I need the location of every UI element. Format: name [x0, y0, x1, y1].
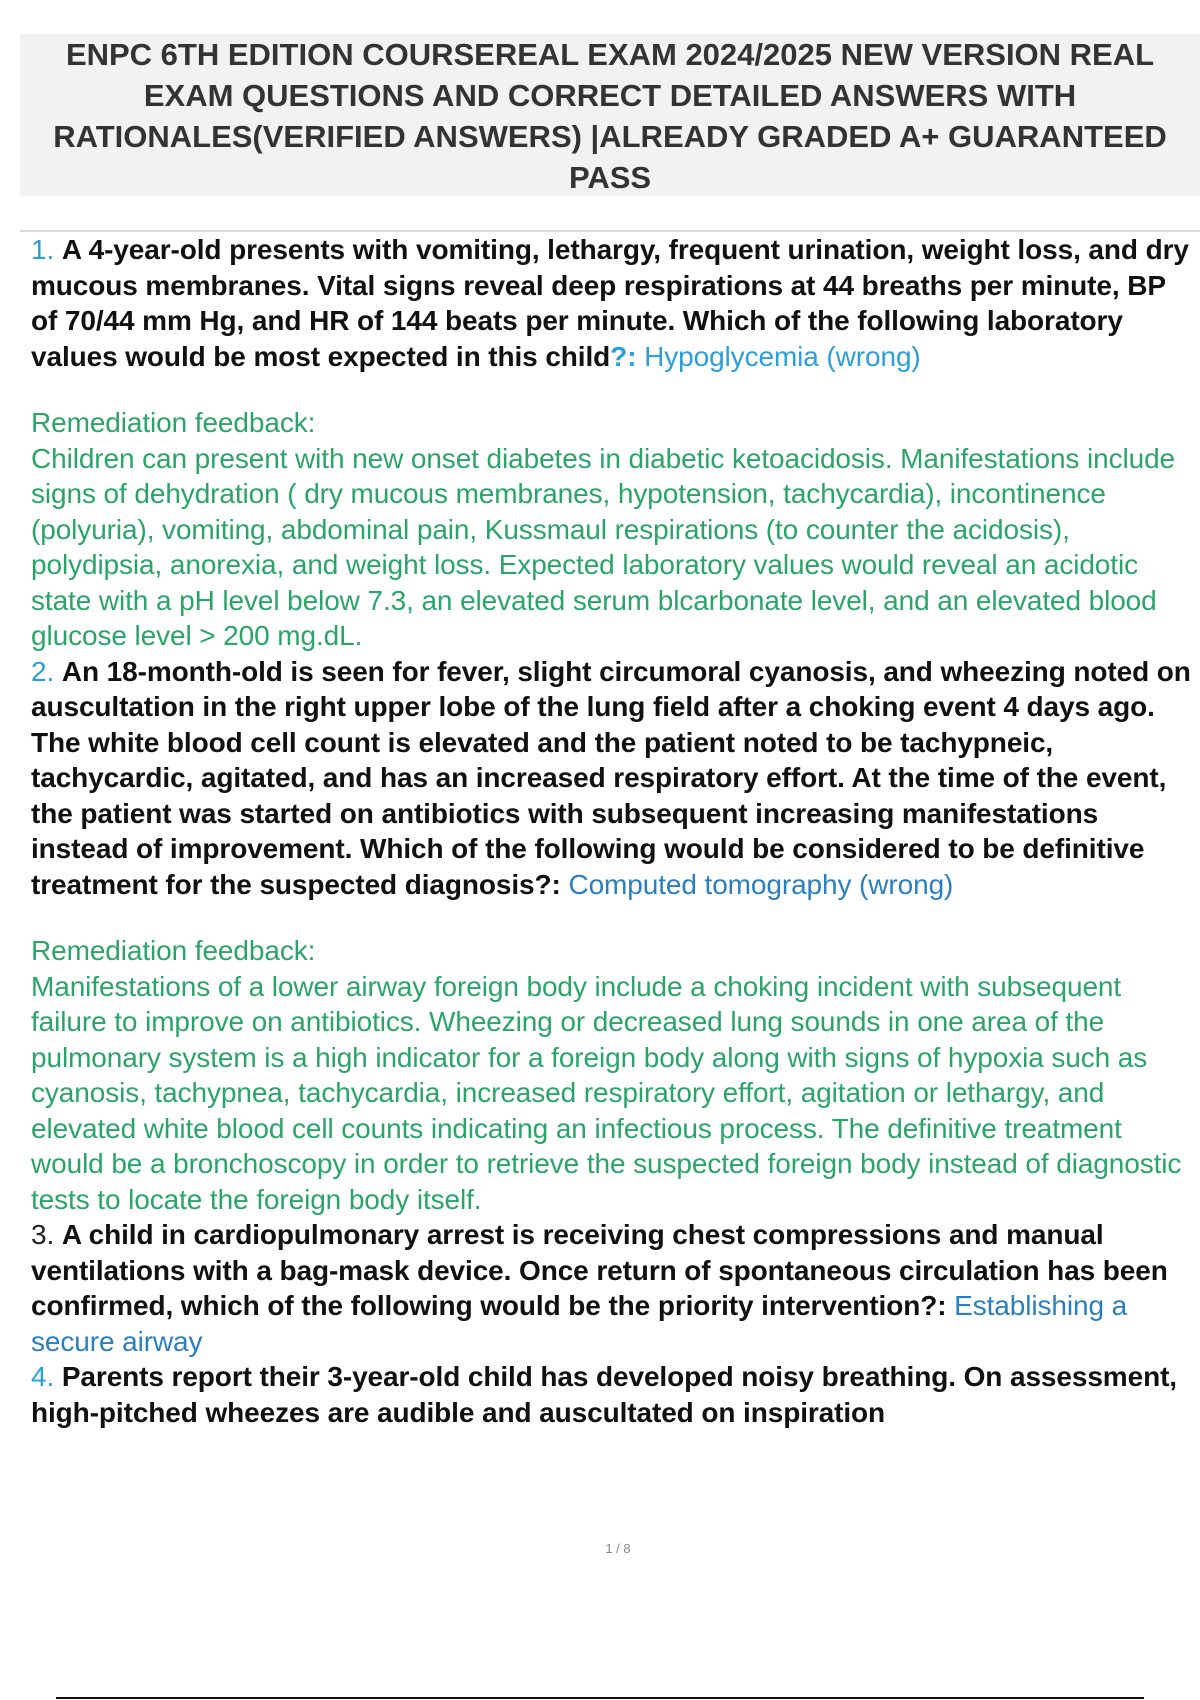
question-2	[31, 654, 1199, 903]
question-3-colon: :	[937, 1290, 947, 1321]
question-1-feedback	[31, 405, 1199, 654]
question-2-text: An 18-month-old is seen for fever, slight circumoral cyanosis, and wheezing noted on auscultation in the right upper lobe of the lung field after a choking event 4 days ago. The white blood cell count is elevated and the patient noted to be tachypneic, tachycardic, agitated, and has an increased respiratory effort. At the time of the event, the patient was started on antibiotics with subsequent increasing manifestations instead of improvement. Which of the following would be considered to be definitive treatment for the suspected diagnosis?	[31, 655, 1191, 900]
question-list	[31, 232, 1199, 1430]
question-2-number: 2.	[31, 655, 55, 687]
question-1-text: A 4-year-old presents with vomiting, lethargy, frequent urination, weight loss, and dry mucous membranes. Vital signs reveal deep respirations at 44 breaths per minute, BP of 70/44 mm Hg, and HR of 144 beats per minute. Which of the following laboratory values would be most expected in this child	[31, 234, 1189, 372]
bottom-divider	[56, 1697, 1144, 1699]
question-3-answer: Establishing a secure airway	[31, 1290, 1128, 1357]
question-4-number: 4.	[31, 1361, 55, 1392]
question-4	[31, 1359, 1199, 1430]
question-2-answer: Computed tomography (wrong)	[568, 868, 954, 900]
question-3	[31, 1217, 1199, 1359]
question-2-feedback-text: Manifestations of a lower airway foreign body include a choking incident with subsequent failure to improve on antibiotics. Wheezing or decreased lung sounds in one area of the pulmonary system is a high indicator for a foreign body along with signs of hypoxia such as cyanosis, tachypnea, tachycardia, increased respiratory effort, agitation or lethargy, and elevated white blood cell counts indicating an infectious process. The definitive treatment would be a bronchoscopy in order to retrieve the suspected foreign body instead of diagnostic tests to locate the foreign body itself.	[31, 970, 1182, 1215]
question-1-feedback-label: Remediation feedback:	[31, 407, 316, 438]
question-4-text: Parents report their 3-year-old child has developed noisy breathing. On assessment, high-pitched wheezes are audible and auscultated on inspiration	[31, 1361, 1177, 1428]
question-1	[31, 232, 1199, 374]
question-2-colon: :	[551, 868, 561, 900]
title-box	[20, 34, 1200, 196]
question-1-answer: Hypoglycemia (wrong)	[644, 340, 921, 372]
document-title: ENPC 6TH EDITION COURSEREAL EXAM 2024/2025 NEW VERSION REAL EXAM QUESTIONS AND CORRECT DETAILED ANSWERS WITH RATIONALES(VERIFIED ANSWERS) |ALREADY GRADED A+ GUARANTEED PASS	[53, 37, 1167, 195]
question-2-feedback-label: Remediation feedback:	[31, 935, 316, 966]
question-3-text: A child in cardiopulmonary arrest is receiving chest compressions and manual ventilations with a bag-mask device. Once return of spontaneous circulation has been confirmed, which of the following would be the priority intervention?	[31, 1219, 1168, 1321]
page-number: 1 / 8	[605, 1541, 631, 1556]
question-1-colon: :	[627, 340, 637, 372]
question-3-number: 3.	[31, 1219, 55, 1250]
question-2-feedback	[31, 933, 1199, 1217]
question-1-feedback-text: Children can present with new onset diabetes in diabetic ketoacidosis. Manifestations include signs of dehydration ( dry mucous membranes, hypotension, tachycardia), incontinence (polyuria), vomiting, abdominal pain, Kussmaul respirations (to counter the acidosis), polydipsia, anorexia, and weight loss. Expected laboratory values would reveal an acidotic state with a pH level below 7.3, an elevated serum blcarbonate level, and an elevated blood glucose level > 200 mg.dL.	[31, 442, 1176, 651]
question-1-question-mark: ?	[610, 340, 628, 372]
question-1-number: 1.	[31, 234, 55, 265]
